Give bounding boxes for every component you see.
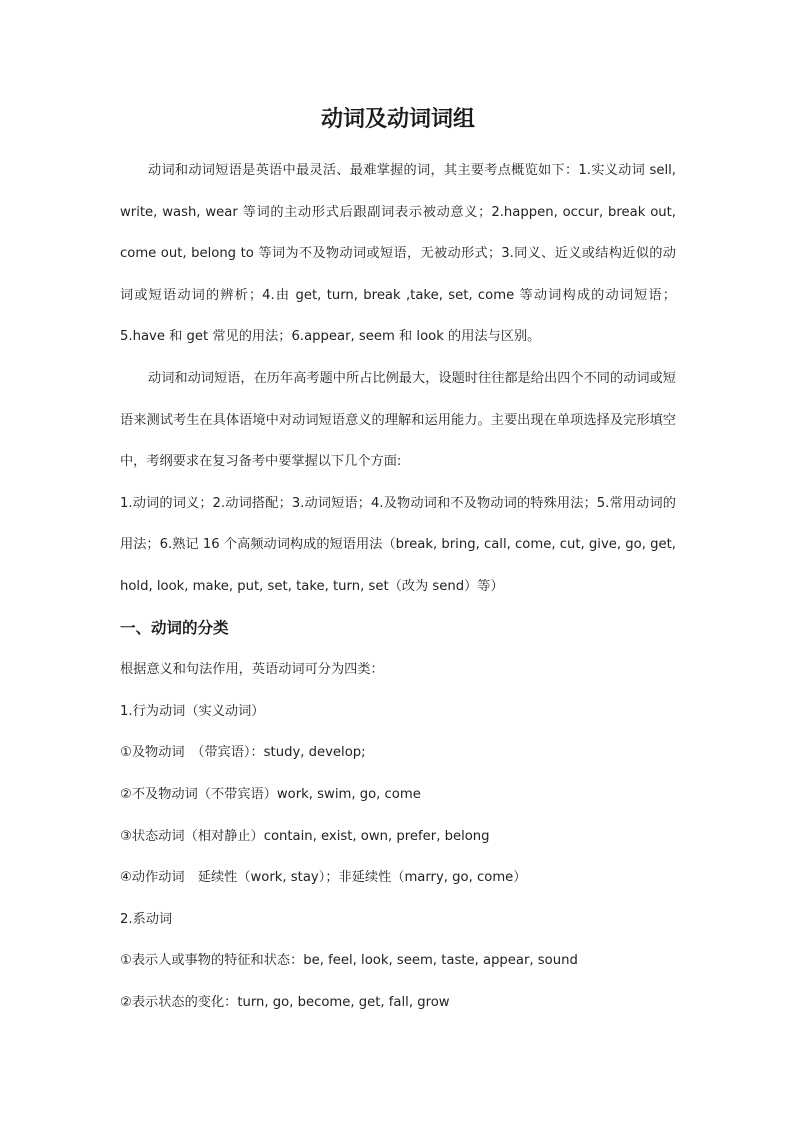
list-item: ②表示状态的变化：turn, go, become, get, fall, grow (120, 994, 450, 1010)
list-item: ④动作动词 延续性（work, stay）；非延续性（marry, go, come） (120, 870, 527, 886)
list-item: ③状态动词（相对静止）contain, exist, own, prefer, belong (120, 828, 490, 844)
key-points-paragraph: 1.动词的词义；2.动词搭配；3.动词短语；4.及物动词和不及物动词的特殊用法；5.常用动词的用法；6.熟记 16 个高频动词构成的短语用法（break, bring, call, come, cut, give, go, get, hold, look, make, put, set, take, turn, set（改为 send）等） (120, 495, 676, 594)
list-item: ①及物动词 （带宾语）：study, develop; (120, 745, 366, 761)
list-item: ①表示人或事物的特征和状态：be, feel, look, seem, taste, appear, sound (120, 953, 578, 969)
list-item: ②不及物动词（不带宾语）work, swim, go, come (120, 786, 421, 802)
intro-paragraph-2: 动词和动词短语，在历年高考题中所占比例最大，设题时往往都是给出四个不同的动词或短语来测试考生在具体语境中对动词短语意义的理解和运用能力。主要出现在单项选择及完形填空中，考纲要求在复习备考中要掌握以下几个方面: (120, 370, 676, 470)
subsection-title-linking-verbs: 2.系动词 (120, 911, 173, 927)
subsection-title-action-verbs: 1.行为动词（实义动词） (120, 703, 265, 719)
intro-paragraph-1: 动词和动词短语是英语中最灵活、最难掌握的词，其主要考点概览如下：1.实义动词 sell, write, wash, wear 等词的主动形式后跟副词表示被动意义；2.happen, occur, break out, come out, belong to 等词为不及物动词或短语，无被动形式；3.同义、近义或结构近似的动词或短语动词的辨析；4.由 get, turn, break ,take, set, come 等动词构成的动词短语；5.have 和 get 常见的用法；6.appear, seem 和 look 的用法与区别。 (120, 163, 676, 345)
document-page (120, 100, 676, 1023)
section-intro: 根据意义和句法作用，英语动词可分为四类： (120, 662, 384, 678)
section-heading-verb-types: 一、动词的分类 (120, 618, 229, 637)
document-title: 动词及动词词组 (320, 107, 475, 132)
